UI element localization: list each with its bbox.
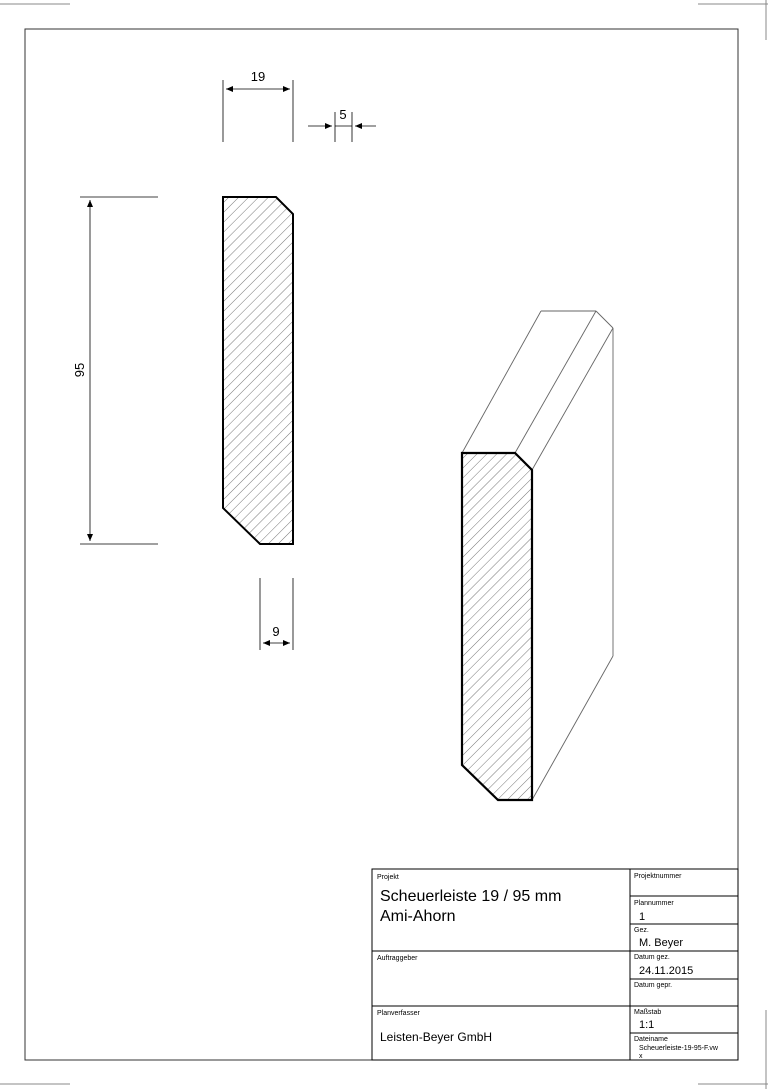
planverfasser-value: Leisten-Beyer GmbH bbox=[380, 1030, 493, 1044]
dimension-chamfer-9 bbox=[260, 578, 293, 650]
dateiname-label: Dateiname bbox=[634, 1036, 668, 1043]
massstab-label: Maßstab bbox=[634, 1009, 662, 1016]
dimension-width-19 bbox=[223, 80, 293, 142]
planverfasser-label: Planverfasser bbox=[377, 1010, 420, 1017]
drawing-frame bbox=[25, 29, 738, 1060]
massstab-value: 1:1 bbox=[639, 1019, 655, 1031]
project-subtitle: Ami-Ahorn bbox=[380, 908, 456, 925]
dimension-height-95 bbox=[80, 197, 158, 544]
datum-gez-label: Datum gez. bbox=[634, 954, 670, 961]
datum-gez-value: 24.11.2015 bbox=[639, 965, 694, 977]
project-title: Scheuerleiste 19 / 95 mm bbox=[380, 888, 562, 905]
dateiname-value-wrap: x bbox=[639, 1053, 643, 1060]
dimension-label-9: 9 bbox=[272, 624, 280, 639]
auftraggeber-label: Auftraggeber bbox=[377, 955, 418, 962]
dimension-label-5: 5 bbox=[339, 107, 347, 122]
gez-value: M. Beyer bbox=[639, 937, 684, 949]
dateiname-value: Scheuerleiste-19-95-F.vw bbox=[639, 1045, 718, 1052]
isometric-view bbox=[462, 311, 613, 800]
datum-gepr-label: Datum gepr. bbox=[634, 982, 673, 989]
plannummer-value: 1 bbox=[639, 911, 646, 923]
isometric-front-face bbox=[462, 453, 532, 800]
plannummer-label: Plannummer bbox=[634, 900, 674, 907]
projektnummer-label: Projektnummer bbox=[634, 873, 682, 880]
dimension-label-19: 19 bbox=[250, 69, 266, 84]
projekt-label: Projekt bbox=[377, 874, 399, 881]
profile-section bbox=[223, 197, 293, 544]
dimension-label-95: 95 bbox=[72, 362, 87, 378]
gez-label: Gez. bbox=[634, 927, 649, 934]
